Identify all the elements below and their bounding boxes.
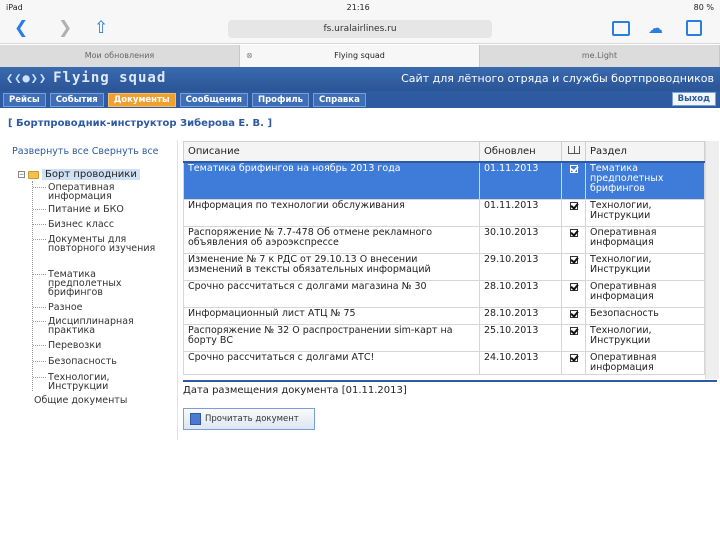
nav-messages[interactable]: Сообщения: [180, 93, 248, 107]
table-row[interactable]: [184, 308, 705, 325]
read-checkbox[interactable]: [562, 162, 586, 200]
address-bar[interactable]: fs.uralairlines.ru: [228, 20, 492, 38]
tree-item[interactable]: Перевозки: [48, 341, 158, 350]
collapse-icon[interactable]: −: [19, 171, 25, 178]
divider: [183, 380, 717, 382]
row-description: Тематика брифингов на ноябрь 2013 года: [184, 162, 480, 200]
tree-item[interactable]: Тематика предполетных брифингов: [48, 270, 158, 297]
row-section: Оперативная информация: [586, 281, 705, 308]
read-checkbox[interactable]: [562, 325, 586, 352]
col-updated[interactable]: Обновлен: [480, 142, 562, 162]
checkmark-icon: [570, 202, 578, 210]
battery-level: 80 %: [693, 2, 714, 12]
table-row[interactable]: [184, 162, 705, 200]
col-description[interactable]: Описание: [184, 142, 480, 162]
document-icon: [190, 413, 201, 425]
checkmark-icon: [570, 310, 578, 318]
row-section: Технологии, Инструкции: [586, 254, 705, 281]
row-description: Информационный лист АТЦ № 75: [184, 308, 480, 325]
nav-help[interactable]: Справка: [313, 93, 366, 107]
row-section: Технологии, Инструкции: [586, 325, 705, 352]
tree-item[interactable]: Бизнес класс: [48, 220, 158, 229]
bookmarks-icon[interactable]: [612, 21, 630, 36]
site-logo[interactable]: ❮❮●❯❯ Flying squad: [6, 70, 167, 86]
nav-events[interactable]: События: [50, 93, 104, 107]
checkmark-icon: [570, 256, 578, 264]
read-document-button[interactable]: Прочитать документ: [183, 408, 315, 430]
tree-item[interactable]: Дисциплинарная практика: [48, 317, 158, 335]
read-checkbox[interactable]: [562, 352, 586, 375]
tree-item[interactable]: Питание и БКО: [48, 205, 158, 214]
nav-flights[interactable]: Рейсы: [3, 93, 46, 107]
row-description: Срочно рассчитаться с долгами магазина № 30: [184, 281, 480, 308]
share-icon[interactable]: ⇧: [94, 18, 109, 38]
tab-melight[interactable]: me.Light: [480, 45, 720, 67]
col-section[interactable]: Раздел: [586, 142, 705, 162]
table-scrollbar[interactable]: [705, 141, 719, 379]
documents-tree: [8, 140, 178, 440]
checkmark-icon: [570, 165, 578, 173]
tree-item[interactable]: Технологии, Инструкции: [48, 373, 158, 391]
tree-connector: [32, 181, 33, 391]
row-date: 28.10.2013: [480, 281, 562, 308]
read-checkbox[interactable]: [562, 281, 586, 308]
user-heading: [ Бортпроводник-инструктор Зиберова Е. В. ]: [8, 118, 273, 129]
row-date: 01.11.2013: [480, 200, 562, 227]
clock: 21:16: [346, 2, 370, 12]
publication-date: Дата размещения документа [01.11.2013]: [183, 385, 407, 396]
row-date: 01.11.2013: [480, 162, 562, 200]
row-date: 30.10.2013: [480, 227, 562, 254]
table-row[interactable]: [184, 352, 705, 375]
row-section: Технологии, Инструкции: [586, 200, 705, 227]
table-row[interactable]: [184, 254, 705, 281]
checkmark-icon: [570, 229, 578, 237]
folder-icon: [28, 171, 39, 179]
tab-flying-squad[interactable]: ⊗ Flying squad: [240, 45, 480, 67]
status-bar: [0, 0, 720, 14]
site-header: [0, 67, 720, 91]
table-row[interactable]: [184, 227, 705, 254]
main-nav: [0, 91, 720, 108]
read-checkbox[interactable]: [562, 227, 586, 254]
logout-button[interactable]: Выход: [672, 92, 716, 106]
checkmark-icon: [570, 283, 578, 291]
browser-tabs: [0, 45, 720, 67]
tree-item[interactable]: Оперативная информация: [48, 183, 158, 201]
tabs-icon[interactable]: [686, 20, 702, 36]
tree-item[interactable]: Безопасность: [48, 357, 158, 366]
wings-icon: ❮❮●❯❯: [6, 71, 48, 85]
expand-collapse-links[interactable]: Развернуть все Свернуть все: [12, 146, 159, 157]
row-section: Тематика предполетных брифингов: [586, 162, 705, 200]
row-description: Распоряжение № 32 О распространении sim-карт на борту ВС: [184, 325, 480, 352]
row-date: 25.10.2013: [480, 325, 562, 352]
row-section: Оперативная информация: [586, 352, 705, 375]
row-date: 24.10.2013: [480, 352, 562, 375]
tree-item-common[interactable]: Общие документы: [34, 395, 128, 406]
back-icon[interactable]: ❮: [14, 18, 29, 38]
read-checkbox[interactable]: [562, 200, 586, 227]
site-slogan: Сайт для лётного отряда и службы бортпроводников: [401, 72, 714, 85]
row-section: Безопасность: [586, 308, 705, 325]
read-checkbox[interactable]: [562, 308, 586, 325]
tab-updates[interactable]: Мои обновления: [0, 45, 240, 67]
close-tab-icon[interactable]: ⊗: [246, 51, 253, 60]
book-icon: [568, 146, 580, 154]
row-description: Информация по технологии обслуживания: [184, 200, 480, 227]
row-date: 28.10.2013: [480, 308, 562, 325]
checkmark-icon: [570, 327, 578, 335]
row-description: Распоряжение № 7.7-478 Об отмене рекламного объявления об аэроэкспрессе: [184, 227, 480, 254]
checkmark-icon: [570, 354, 578, 362]
device-name: iPad: [6, 2, 23, 12]
browser-toolbar: [0, 14, 720, 44]
nav-documents[interactable]: Документы: [108, 93, 176, 107]
row-description: Срочно рассчитаться с долгами АТС!: [184, 352, 480, 375]
cloud-icon[interactable]: ☁: [648, 19, 663, 37]
forward-icon[interactable]: ❯: [58, 18, 73, 38]
nav-profile[interactable]: Профиль: [252, 93, 309, 107]
tree-item[interactable]: Разное: [48, 303, 158, 312]
read-checkbox[interactable]: [562, 254, 586, 281]
row-section: Оперативная информация: [586, 227, 705, 254]
col-read: [562, 142, 586, 162]
row-description: Изменение № 7 к РДС от 29.10.13 О внесении изменений в тексты обязательных информаций: [184, 254, 480, 281]
tree-item[interactable]: Документы для повторного изучения: [48, 235, 158, 253]
table-row[interactable]: [184, 200, 705, 227]
tree-root[interactable]: − Борт проводники: [18, 169, 140, 180]
row-date: 29.10.2013: [480, 254, 562, 281]
documents-table: [183, 141, 705, 375]
table-row[interactable]: [184, 281, 705, 308]
table-row[interactable]: [184, 325, 705, 352]
